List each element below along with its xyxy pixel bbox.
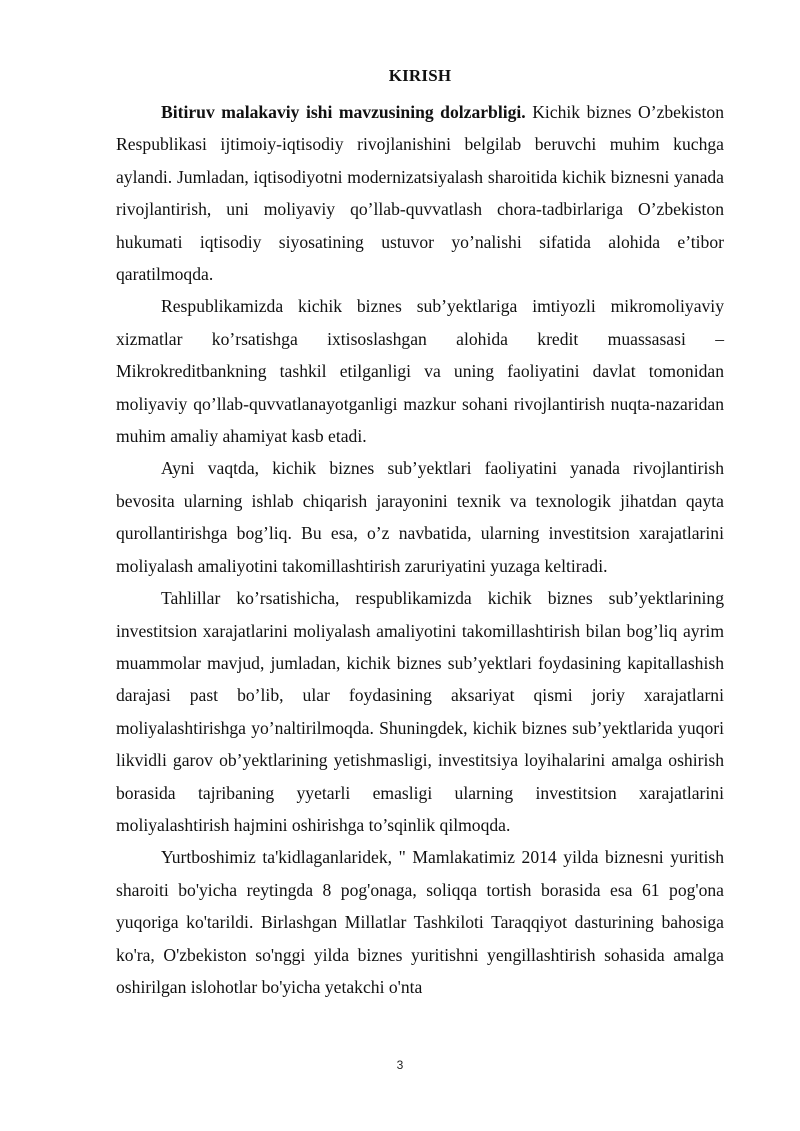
paragraph-microcredit: Respublikamizda kichik biznes sub’yektlariga imtiyozli mikromoliyaviy xizmatlar ko’rsatishga ixtisoslashgan alohida kredit muassasasi – Mikrokreditbankning tashkil etilganligi va uning faoliyatini davlat tomonidan moliyaviy qo’llab-quvvatlanayotganligi mazkur sohani rivojlantirish nuqta-nazaridan muhim amaliy ahamiyat kasb etadi. [116, 296, 724, 447]
paragraph-analysis: Tahlillar ko’rsatishicha, respublikamizda kichik biznes sub’yektlarining investitsion xarajatlarini moliyalash amaliyotini takomillashtirish bilan bog’liq ayrim muammolar mavjud, jumladan, kichik biznes sub’yektlari foydasining kapitallashish darajasi past bo’lib, ular foydasining aksariyat qismi joriy xarajatlarni moliyalashtirishga yo’naltirilmoqda. Shuningdek, kichik biznes sub’yektlarida yuqori likvidli garov ob’yektlarining yetishmasligi, investitsiya loyihalarini amalga oshirish borasida tajribaning yyetarli emasligi ularning investitsion xarajatlarini moliyalashtirish hajmini oshirishga to’sqinlik qilmoqda. [116, 588, 724, 835]
paragraph-lead: Bitiruv malakaviy ishi mavzusining dolzarbligi. [161, 102, 526, 122]
paragraph-relevance [116, 96, 724, 290]
paragraph-text: Kichik biznes O’zbekiston Respublikasi ijtimoiy-iqtisodiy rivojlanishini belgilab beruvchi muhim kuchga aylandi. Jumladan, iqtisodiyotni modernizatsiyalash sharoitida kichik biznesni yanada rivojlantirish, uni moliyaviy qo’llab-quvvatlash chora-tadbirlariga O’zbekiston hukumati iqtisodiy siyosatining ustuvor yo’nalishi sifatida alohida e’tibor qaratilmoqda. [116, 102, 724, 285]
paragraph-rearmament: Ayni vaqtda, kichik biznes sub’yektlari faoliyatini yanada rivojlantirish bevosita ularning ishlab chiqarish jarayonini texnik va texnologik jihatdan qayta qurollantirishga bog’liq. Bu esa, o’z navbatida, ularning investitsion xarajatlarini moliyalash amaliyotini takomillashtirish zaruriyatini yuzaga keltiradi. [116, 458, 724, 576]
section-title: KIRISH [388, 66, 452, 85]
paragraph-president-quote: Yurtboshimiz ta'kidlaganlaridek, " Mamlakatimiz 2014 yilda biznesni yuritish sharoiti bo'yicha reytingda 8 pog'onaga, soliqqa tortish borasida esa 61 pog'ona yuqoriga ko'tarildi. Birlashgan Millatlar Tashkiloti Taraqqiyot dasturining bahosiga ko'ra, O'zbekiston so'nggi yilda biznes yuritishni yengillashtirish sohasida amalga oshirilgan islohotlar bo'yicha yetakchi o'nta [116, 847, 724, 997]
document-page [116, 66, 724, 1003]
page-number: 3 [396, 1058, 404, 1072]
